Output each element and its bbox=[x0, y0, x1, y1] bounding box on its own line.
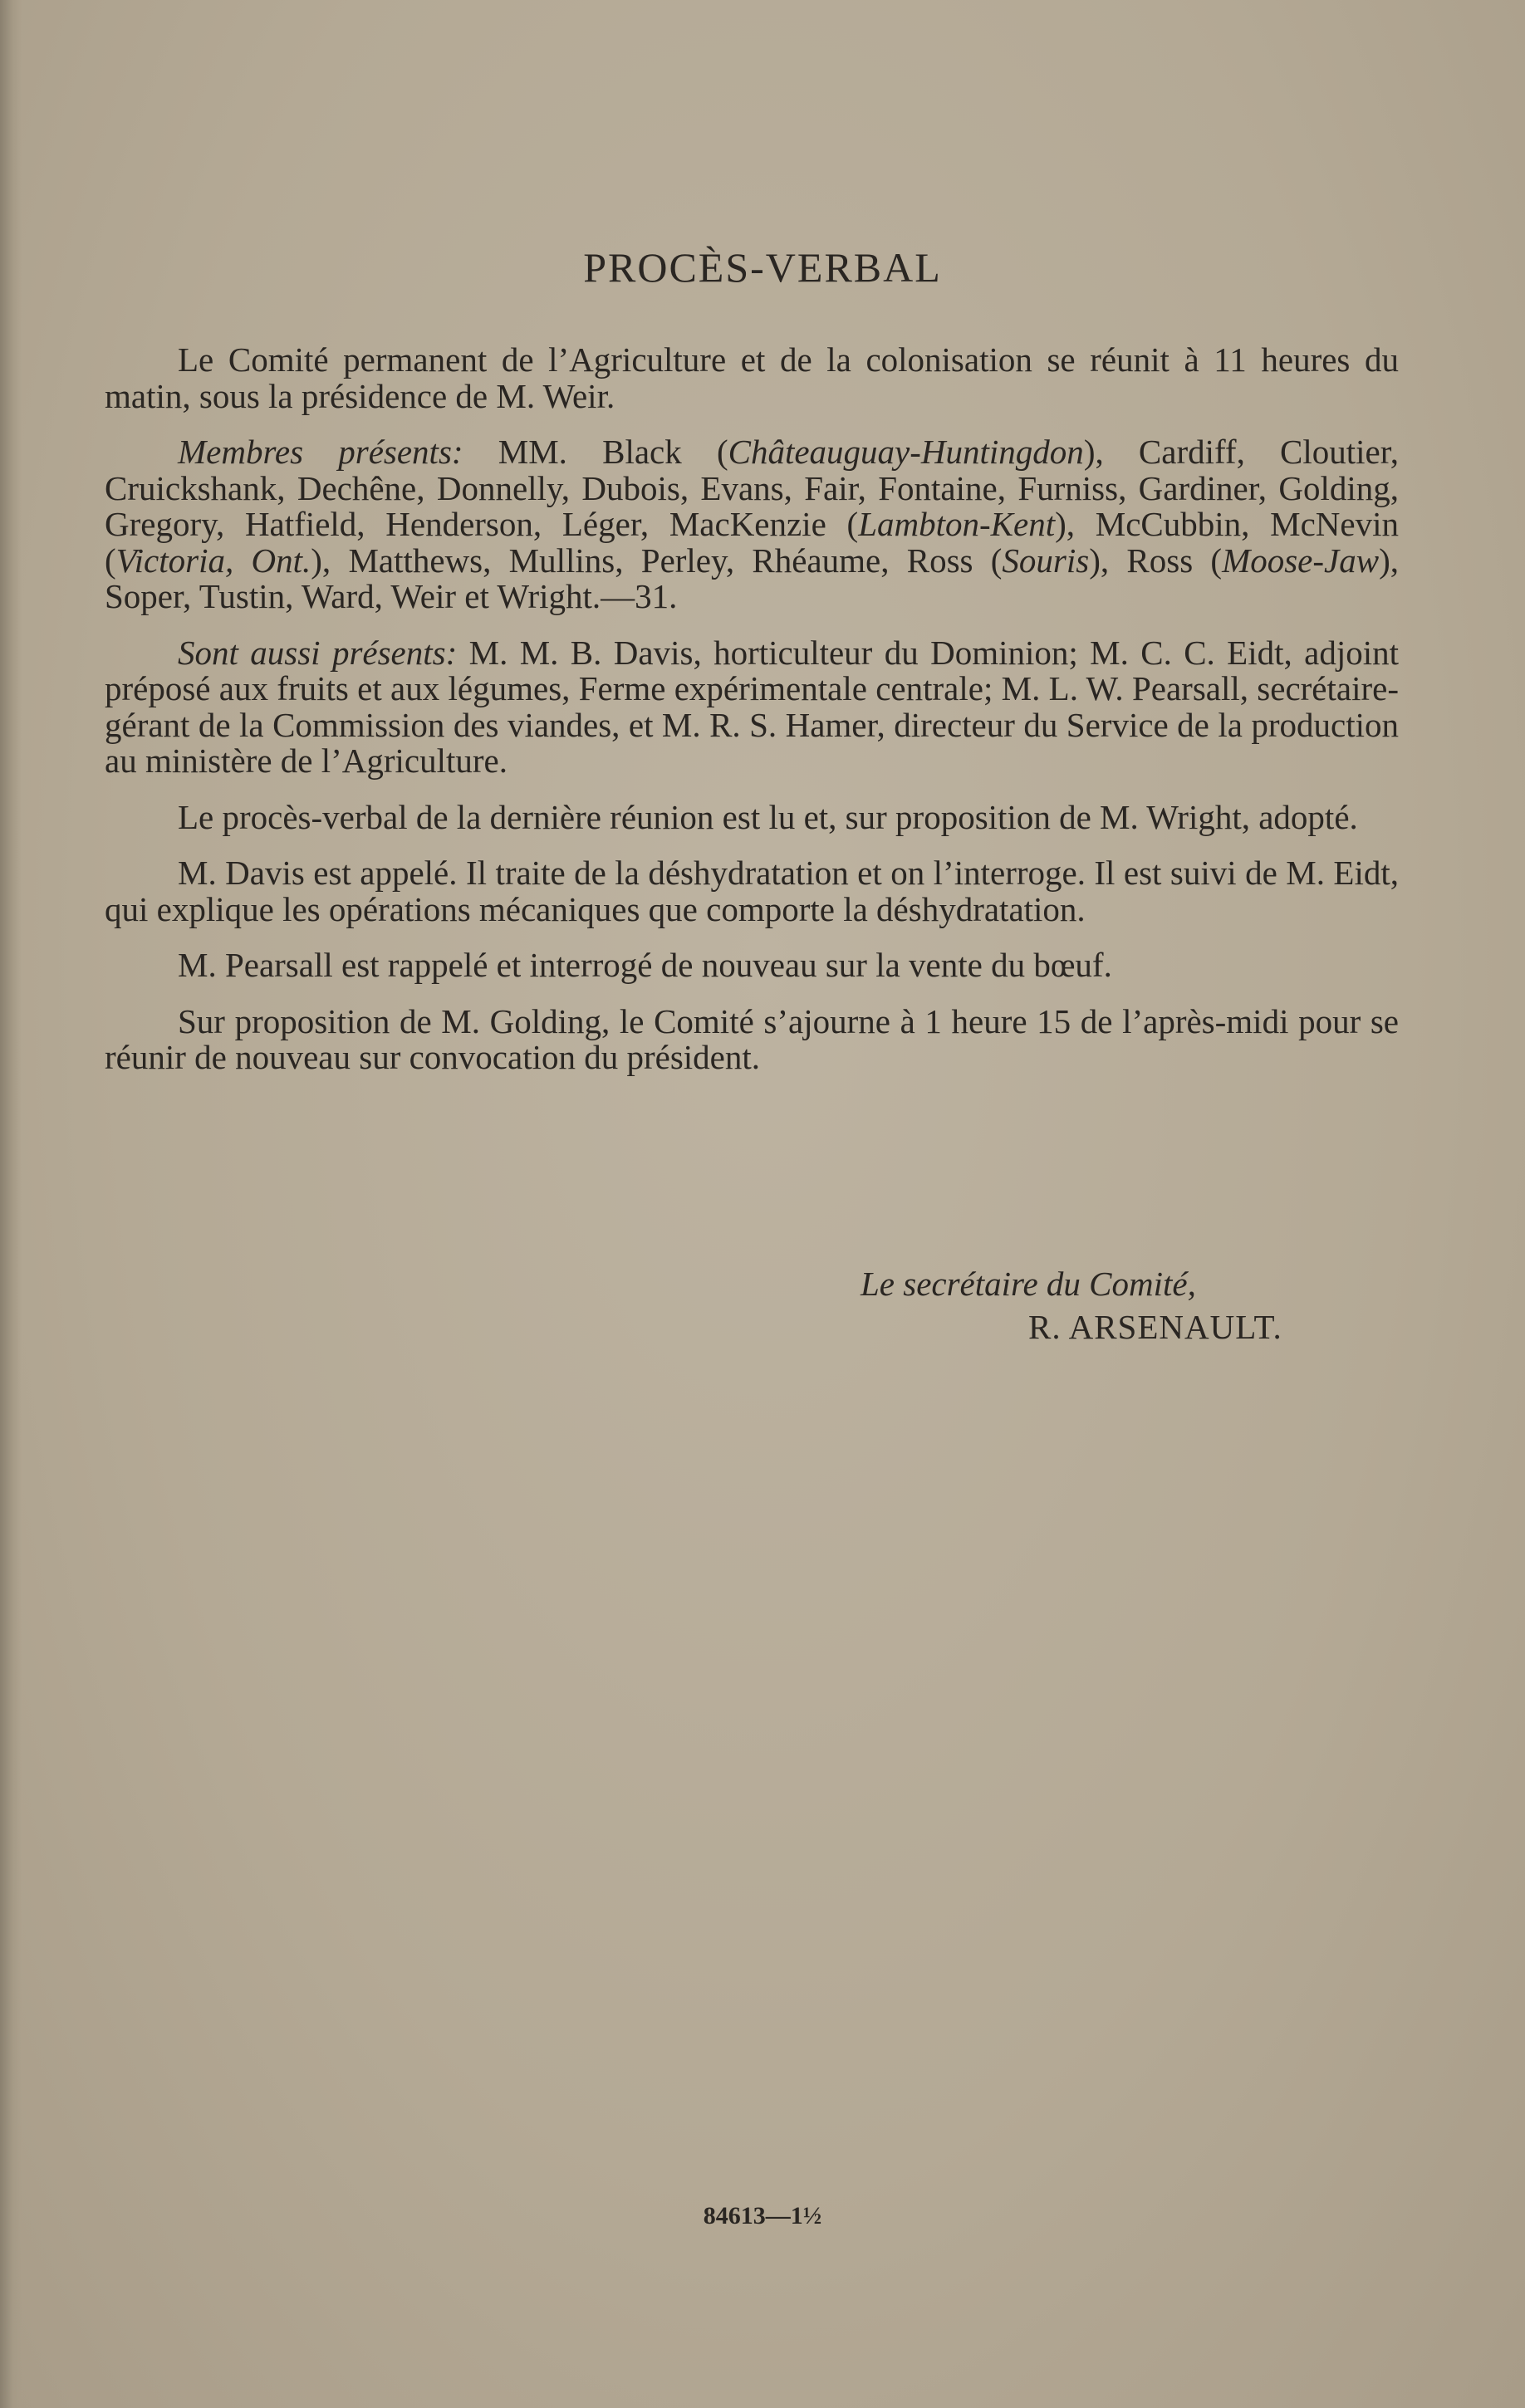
paragraph-also-present bbox=[105, 635, 1399, 780]
signature-block bbox=[861, 1262, 1282, 1348]
riding-name: Souris bbox=[1002, 541, 1090, 580]
also-present-label: Sont aussi présents: bbox=[178, 633, 458, 672]
members-text: ), Ross ( bbox=[1089, 541, 1223, 580]
page-title: PROCÈS-VERBAL bbox=[583, 244, 942, 291]
signature-role: Le secrétaire du Comité, bbox=[861, 1265, 1196, 1303]
paragraph-pearsall: M. Pearsall est rappelé et interrogé de nouveau sur la vente du bœuf. bbox=[178, 946, 1112, 984]
members-text: MM. Black ( bbox=[463, 433, 728, 471]
paragraph-davis: M. Davis est appelé. Il traite de la déshydratation et on l’interroge. Il est suivi de M. Eidt, qui explique les opérations mécaniques que comporte la déshydratation. bbox=[105, 854, 1399, 928]
members-text: ), Matthews, Mullins, Perley, Rhéaume, Ross ( bbox=[311, 541, 1003, 580]
members-text: ), McCubbin, McNevin ( bbox=[105, 505, 1399, 580]
members-text: ), Cardiff, Cloutier, Cruickshank, Dechêne, Donnelly, Dubois, Evans, Fair, Fontaine, Furniss, Gardiner, Golding, Gregory, Hatfield, Henderson, Léger, MacKenzie ( bbox=[105, 433, 1400, 543]
members-text: ), Soper, Tustin, Ward, Weir et Wright.—31. bbox=[105, 541, 1399, 615]
paragraph-opening: Le Comité permanent de l’Agriculture et de la colonisation se réunit à 11 heures du matin, sous la présidence de M. Weir. bbox=[105, 340, 1399, 415]
paragraph-minutes-adopted: Le procès-verbal de la dernière réunion est lu et, sur proposition de M. Wright, adopté. bbox=[178, 797, 1358, 836]
document-body bbox=[105, 342, 1399, 1096]
page-footer-code: 84613—1½ bbox=[703, 2202, 822, 2229]
also-present-text: M. M. B. Davis, horticulteur du Dominion; M. C. C. Eidt, adjoint préposé aux fruits et aux légumes, Ferme expérimentale centrale; M. L. W. Pearsall, secrétaire-gérant de la Commission des viandes, et M. R. S. Hamer, directeur du Service de la production au ministère de l’Agriculture. bbox=[105, 633, 1400, 780]
paragraph-adjournment: Sur proposition de M. Golding, le Comité s’ajourne à 1 heure 15 de l’après-midi pour se réunir de nouveau sur convocation du président. bbox=[105, 1001, 1399, 1076]
riding-name: Victoria, Ont. bbox=[115, 541, 311, 580]
page-spine-shadow bbox=[0, 0, 22, 2408]
paragraph-members-present bbox=[105, 434, 1399, 615]
members-label: Membres présents: bbox=[178, 433, 463, 471]
riding-name: Moose-Jaw bbox=[1222, 541, 1380, 580]
riding-name: Châteauguay-Huntingdon bbox=[728, 433, 1084, 471]
riding-name: Lambton-Kent bbox=[858, 505, 1056, 543]
signature-name: R. ARSENAULT. bbox=[1028, 1308, 1282, 1346]
